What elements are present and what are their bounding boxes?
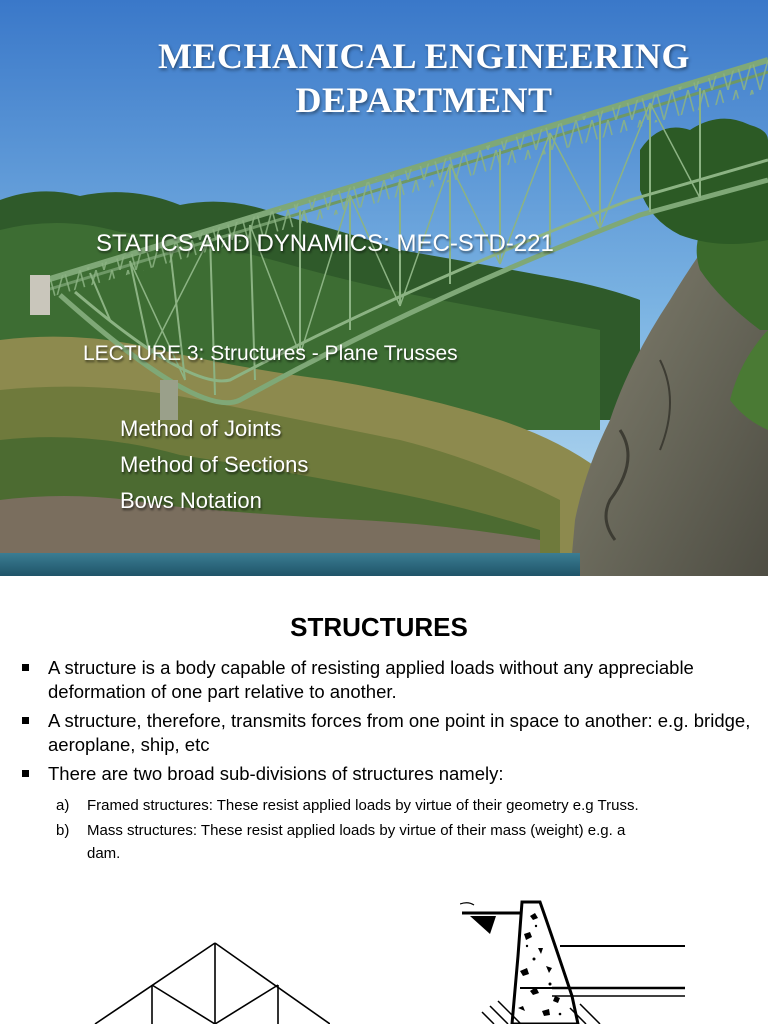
- department-title-line-2: DEPARTMENT: [295, 80, 553, 120]
- lecture-title: LECTURE 3: Structures - Plane Trusses: [83, 342, 458, 365]
- bullet-text: There are two broad sub-divisions of structures namely:: [48, 763, 504, 784]
- square-bullet-icon: [22, 664, 29, 671]
- bullet-item: [22, 762, 752, 786]
- dam-diagram: [460, 896, 685, 1024]
- department-title-line-1: MECHANICAL ENGINEERING: [157, 36, 691, 76]
- square-bullet-icon: [22, 770, 29, 777]
- sub-item: [56, 819, 656, 865]
- method-item: Method of Sections: [120, 452, 309, 477]
- bullet-text: A structure is a body capable of resisting applied loads without any appreciable deformation of one part relative to another.: [48, 657, 694, 702]
- bullet-item: [22, 709, 752, 757]
- bullet-text: A structure, therefore, transmits forces from one point in space to another: e.g. bridge, aeroplane, ship, etc: [48, 710, 751, 755]
- bullet-item: [22, 656, 752, 704]
- sub-item-marker: b): [56, 822, 70, 839]
- sub-item-marker: a): [56, 797, 70, 814]
- method-item: Method of Joints: [120, 416, 282, 441]
- sub-list: [56, 794, 656, 867]
- sub-item-text: Mass structures: These resist applied loads by virtue of their mass (weight) e.g. a dam.: [87, 822, 626, 862]
- slide-heading: STRUCTURES: [290, 612, 468, 642]
- structures-slide: [0, 576, 768, 1024]
- sub-item-text: Framed structures: These resist applied loads by virtue of their geometry e.g Truss.: [87, 797, 639, 814]
- sub-item: [56, 794, 656, 817]
- method-item: Bows Notation: [120, 488, 262, 513]
- course-title: STATICS AND DYNAMICS: MEC-STD-221: [96, 230, 554, 257]
- department-title: [0, 34, 768, 122]
- square-bullet-icon: [22, 717, 29, 724]
- bullet-list: [22, 656, 752, 791]
- truss-diagram: [90, 941, 330, 1024]
- methods-list: [120, 411, 308, 519]
